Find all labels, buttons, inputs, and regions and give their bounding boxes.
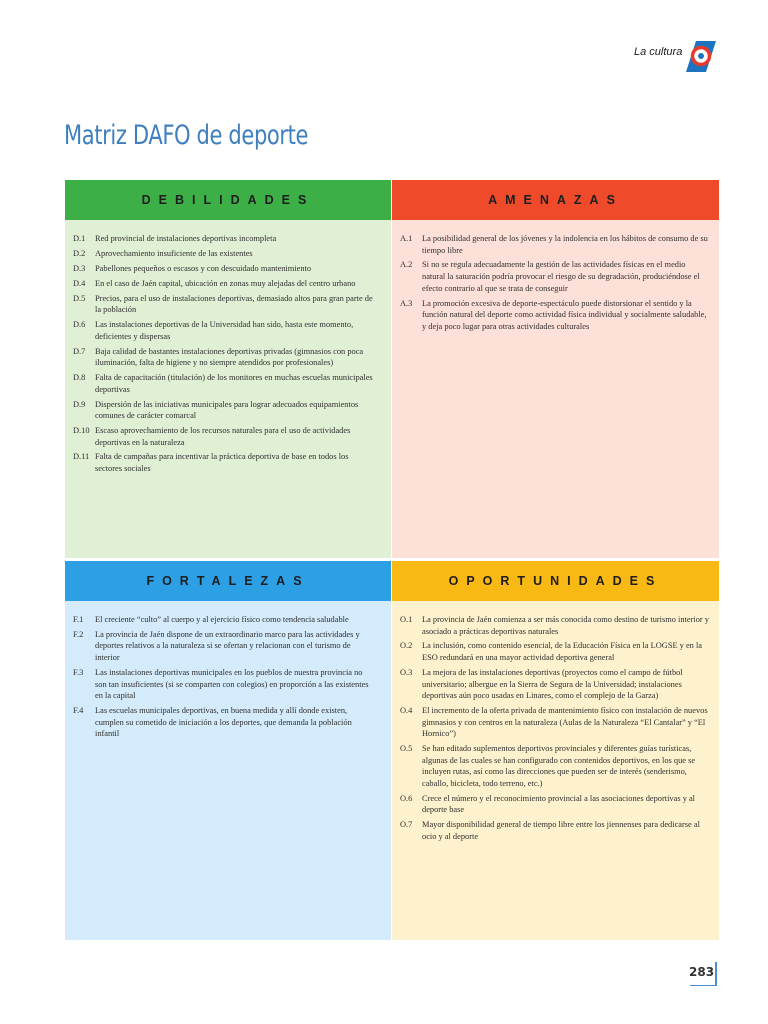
quadrant-title: OPORTUNIDADES [392,561,719,601]
item-text: La provincia de Jaén dispone de un extraordinario marco para las actividades y deportes relativos a la naturaleza si se ofertan y relacionan con el turismo de interior [95,629,360,663]
quadrant-oportunidades [392,561,719,940]
list-item [400,298,709,333]
item-text: Mayor disponibilidad general de tiempo libre entre los jiennenses para dedicarse al ocio y al deporte [422,820,700,841]
list-item [73,425,375,448]
item-code: D.3 [73,263,86,273]
item-text: Falta de capacitación (titulación) de los monitores en muchas escuelas municipales deportivas [95,373,373,394]
item-code: D.5 [73,293,86,303]
item-list [65,601,391,740]
list-item [400,793,709,816]
item-code: D.4 [73,278,86,288]
quadrant-fortalezas [65,561,391,940]
item-code: A.2 [400,260,413,270]
item-code: O.6 [400,793,413,803]
page-title: Matriz DAFO de deporte [64,120,309,151]
item-text: El creciente “culto” al cuerpo y al ejercicio físico como tendencia saludable [95,615,349,624]
list-item [400,705,709,740]
item-code: D.1 [73,234,86,243]
item-code: F.4 [73,706,84,716]
list-item [73,293,375,316]
item-code: D.7 [73,346,86,356]
red-blue-ring-logo-icon [683,38,719,74]
item-text: La promoción excesiva de deporte-espectáculo puede distorsionar el sentido y la función natural del deporte como actividad física individual y socialmente saludable, y deja poco lugar para otras actividades culturales [422,298,707,331]
item-code: D.9 [73,399,86,409]
list-item [73,248,375,260]
item-text: Falta de campañas para incentivar la práctica deportiva de base en todos los sectores sociales [95,452,349,474]
page-number: 283 [689,965,715,979]
list-item [400,667,709,702]
item-code: O.7 [400,820,413,830]
item-text: En el caso de Jaén capital, ubicación en zonas muy alejadas del centro urbano [95,278,356,288]
list-item [400,640,709,663]
item-code: D.11 [73,452,90,462]
item-text: Crece el número y el reconocimiento provincial a las asociaciones deportivas y al deporte base [422,793,696,815]
list-item [73,399,375,422]
list-item [73,667,375,702]
item-code: O.1 [400,615,413,624]
item-text: La posibilidad general de los jóvenes y la indolencia en los hábitos de consumo de su tiempo libre [422,234,708,255]
list-item [73,319,375,342]
list-item [400,233,709,256]
item-code: O.3 [400,667,413,677]
item-text: Precios, para el uso de instalaciones deportivas, demasiado altos para gran parte de la población [95,293,373,315]
list-item [73,346,375,369]
item-text: Escaso aprovechamiento de los recursos naturales para el uso de actividades deportivas en la naturaleza [95,425,351,447]
item-text: Aprovechamiento insuficiente de las existentes [95,248,253,258]
item-text: Dispersión de las iniciativas municipales para lograr adecuados equipamientos comunes de carácter comarcal [95,399,359,421]
list-item [400,743,709,789]
item-code: D.10 [73,425,90,435]
list-item [73,629,375,664]
item-text: Pabellones pequeños o escasos y con descuidado mantenimiento [95,263,312,273]
item-text: Las instalaciones deportivas de la Universidad han sido, hasta este momento, deficientes y dispersas [95,320,354,341]
list-item [400,819,709,842]
item-text: Se han editado suplementos deportivos provinciales y diferentes guías turísticas, algunas de las cuales se han configurado con contenidos deportivos, en los que se incluyen rutas, así como las direcciones que pueden ser de interés (senderismo, caballo, bicicleta, todo terreno, etc.) [422,744,696,788]
item-code: F.3 [73,667,84,677]
list-item [73,278,375,290]
item-text: Red provincial de instalaciones deportivas incompleta [95,234,277,243]
item-code: D.6 [73,320,86,330]
list-item [73,451,375,474]
list-item [73,263,375,275]
item-text: Las escuelas municipales deportivas, en buena medida y allí donde existen, cumplen su cometido de iniciación a los deportes, que demanda la población infantil [95,706,352,739]
list-item [400,614,709,637]
item-text: La inclusión, como contenido esencial, de la Educación Física en la LOGSE y en la ESO redundará en una mayor actividad deportiva general [422,641,703,663]
item-code: D.2 [73,248,86,258]
section-label: La cultura [634,46,683,58]
list-item [73,614,375,626]
item-code: O.2 [400,641,413,651]
item-code: F.2 [73,629,84,639]
quadrant-debilidades [65,180,391,558]
item-text: La mejora de las instalaciones deportivas (proyectos como el campo de fútbol universitario; albergue en la Sierra de Segura de la Universidad; instalaciones deportivas aún poco usadas en Linares, como el complejo de la Garza) [422,667,683,701]
item-code: O.5 [400,744,413,754]
list-item [73,372,375,395]
item-list [65,220,391,475]
item-text: Baja calidad de bastantes instalaciones deportivas privadas (gimnasios con poca iluminación, falta de higiene y no siempre atendidos por profesionales) [95,346,364,368]
item-code: A.3 [400,298,413,308]
quadrant-amenazas [392,180,719,558]
item-text: Si no se regula adecuadamente la gestión de las actividades físicas en el medio natural la saturación podría provocar el riesgo de su degradación, produciéndose el efecto contrario al que se trata de conseguir [422,260,700,293]
list-item [400,259,709,294]
item-list [392,601,719,842]
item-text: La provincia de Jaén comienza a ser más conocida como destino de turismo interior y asociado a prácticas deportivas naturales [422,615,709,636]
list-item [73,233,375,245]
list-item [73,705,375,740]
item-code: D.8 [73,373,86,383]
item-code: O.4 [400,706,413,716]
quadrant-title: AMENAZAS [392,180,719,220]
quadrant-title: DEBILIDADES [65,180,391,220]
item-text: Las instalaciones deportivas municipales en los pueblos de nuestra provincia no son tan insuficientes (si se comparten con colegios) en proporción a las existentes en la capital [95,667,369,701]
footer-rule [690,985,717,986]
quadrant-title: FORTALEZAS [65,561,391,601]
item-list [392,220,719,332]
item-code: F.1 [73,615,84,624]
footer-rule [715,962,717,986]
item-text: El incremento de la oferta privada de mantenimiento físico con instalación de nuevos gimnasios y con centros en la naturaleza (Aulas de la Naturaleza “El Cantalar” y “El Hornico”) [422,706,708,739]
item-code: A.1 [400,234,413,243]
